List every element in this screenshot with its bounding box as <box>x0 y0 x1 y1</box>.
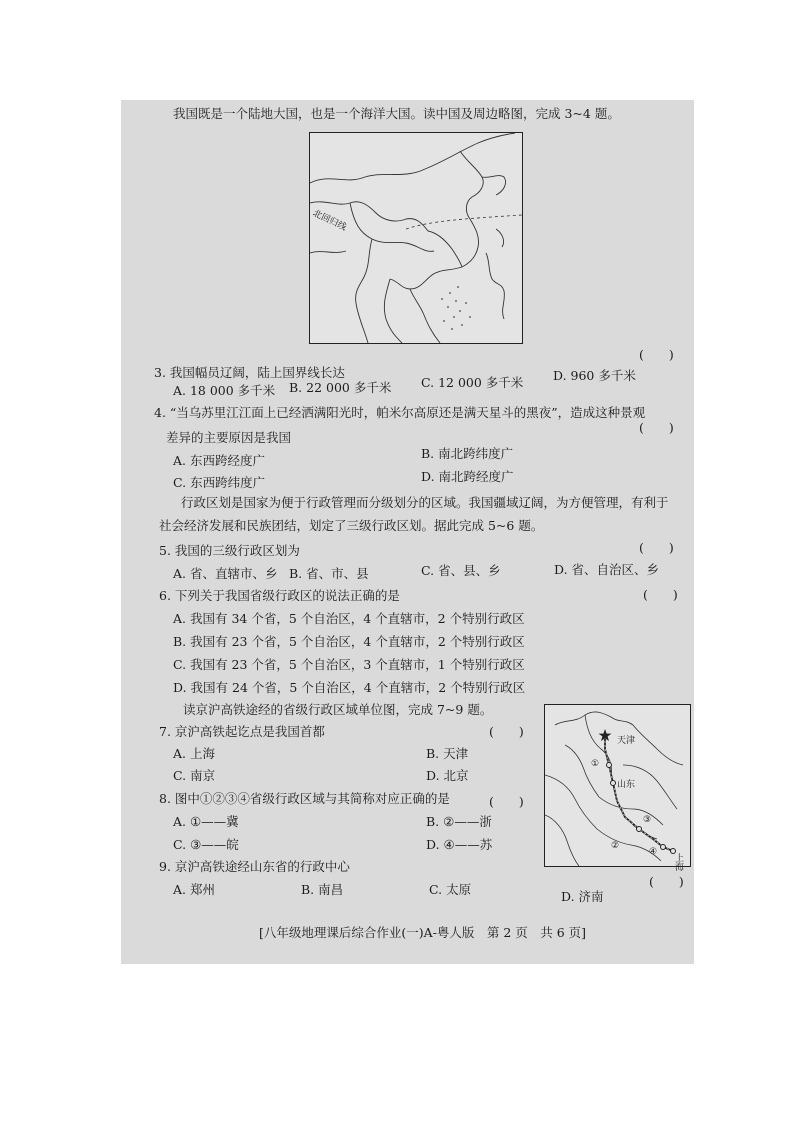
q7-option-d: D. 北京 <box>426 768 469 783</box>
q8-option-c: C. ③——皖 <box>173 837 239 852</box>
q6-option-b: B. 我国有 23 个省，5 个自治区，4 个直辖市，2 个特别行政区 <box>173 634 525 649</box>
q4-option-a: A. 东西跨经度广 <box>173 453 265 468</box>
q9-stem: 9. 京沪高铁途经山东省的行政中心 <box>159 859 350 874</box>
marker-1: ① <box>591 759 600 769</box>
q9-option-c: C. 太原 <box>429 882 472 897</box>
label-tianjin: 天津 <box>617 736 636 746</box>
q3-option-a: A. 18 000 多千米 <box>173 383 276 398</box>
q9-answer-blank[interactable]: ( ) <box>649 874 684 889</box>
tropic-label: 北回归线 <box>310 208 348 234</box>
q8-option-a: A. ①——冀 <box>173 814 239 829</box>
q6-option-d: D. 我国有 24 个省，5 个自治区，4 个直辖市，2 个特别行政区 <box>173 680 526 695</box>
q4-option-c: C. 东西跨纬度广 <box>173 475 266 490</box>
q8-answer-blank[interactable]: ( ) <box>489 794 524 809</box>
q8-option-b: B. ②——浙 <box>426 814 492 829</box>
intro-5-6-line2: 社会经济发展和民族团结，划定了三级行政区划。据此完成 5~6 题。 <box>159 518 544 533</box>
q4-option-b: B. 南北跨纬度广 <box>421 446 514 461</box>
q3-answer-blank[interactable]: ( ) <box>639 347 674 362</box>
q4-option-d: D. 南北跨经度广 <box>421 469 514 484</box>
q9-option-b: B. 南昌 <box>301 882 344 897</box>
q6-option-c: C. 我国有 23 个省，5 个自治区，3 个直辖市，1 个特别行政区 <box>173 657 525 672</box>
exam-sheet <box>121 100 694 964</box>
q7-answer-blank[interactable]: ( ) <box>489 724 524 739</box>
intro-3-4: 我国既是一个陆地大国，也是一个海洋大国。读中国及周边略图，完成 3~4 题。 <box>173 106 620 121</box>
marker-4: ④ <box>649 847 658 857</box>
q7-option-b: B. 天津 <box>426 746 469 761</box>
q8-option-d: D. ④——苏 <box>426 837 493 852</box>
q5-option-b: B. 省、市、县 <box>289 566 369 581</box>
china-surroundings-map <box>309 132 523 344</box>
q8-stem: 8. 图中①②③④省级行政区域与其简称对应正确的是 <box>159 791 450 806</box>
q5-option-c: C. 省、县、乡 <box>421 563 501 578</box>
marker-2: ② <box>611 841 620 851</box>
china-map-drawing <box>310 133 522 343</box>
q4-answer-blank[interactable]: ( ) <box>639 420 674 435</box>
q6-stem: 6. 下列关于我国省级行政区的说法正确的是 <box>159 588 400 603</box>
intro-7-9: 读京沪高铁途经的省级行政区域单位图，完成 7~9 题。 <box>183 702 493 717</box>
beijing-shanghai-rail-map <box>544 704 691 873</box>
q3-stem: 3. 我国幅员辽阔，陆上国界线长达 <box>154 365 345 380</box>
q3-option-b: B. 22 000 多千米 <box>289 380 392 395</box>
q3-option-d: D. 960 多千米 <box>553 368 636 383</box>
intro-5-6-line1: 行政区划是国家为便于行政管理而分级划分的区域。我国疆域辽阔，为方便管理，有利于 <box>181 495 669 510</box>
q6-option-a: A. 我国有 34 个省，5 个自治区，4 个直辖市，2 个特别行政区 <box>173 611 525 626</box>
q9-option-a: A. 郑州 <box>173 882 215 897</box>
q7-stem: 7. 京沪高铁起讫点是我国首都 <box>159 724 325 739</box>
q6-answer-blank[interactable]: ( ) <box>643 587 678 602</box>
q7-option-c: C. 南京 <box>173 768 216 783</box>
q5-answer-blank[interactable]: ( ) <box>639 540 674 555</box>
q5-option-d: D. 省、自治区、乡 <box>554 562 660 577</box>
label-shanghai: 上海 <box>675 854 685 873</box>
q9-option-d: D. 济南 <box>561 889 604 904</box>
marker-3: ③ <box>643 815 652 825</box>
q3-option-c: C. 12 000 多千米 <box>421 375 524 390</box>
q4-stem-line2: 差异的主要原因是我国 <box>166 430 292 445</box>
q5-stem: 5. 我国的三级行政区划为 <box>159 543 300 558</box>
q7-option-a: A. 上海 <box>173 746 215 761</box>
q4-stem-line1: 4. “当乌苏里江江面上已经洒满阳光时，帕米尔高原还是满天星斗的黑夜”，造成这种景观 <box>154 405 646 420</box>
page-footer: [八年级地理课后综合作业(一)A-粤人版 第 2 页 共 6 页] <box>259 925 587 940</box>
label-shandong: 山东 <box>617 780 636 790</box>
q5-option-a: A. 省、直辖市、乡 <box>173 566 278 581</box>
